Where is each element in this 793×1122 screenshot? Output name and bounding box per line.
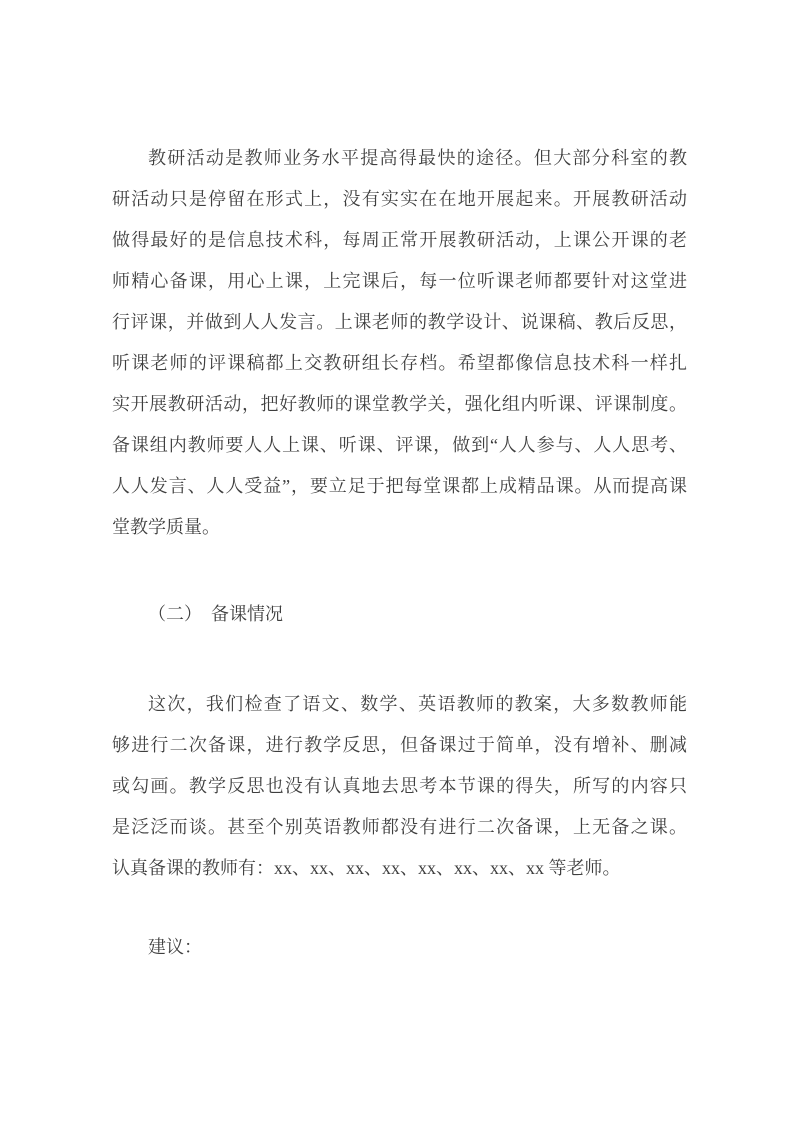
text-line: 够进行二次备课，进行教学反思，但备课过于简单，没有增补、删减	[112, 735, 687, 755]
text-line: 师精心备课，用心上课，上完课后，每一位听课老师都要针对这堂进	[112, 271, 687, 291]
text-line: 认真备课的教师有：xx、xx、xx、xx、xx、xx、xx、xx 等老师。	[112, 858, 621, 878]
paragraph-teaching-research	[112, 138, 687, 548]
text-line: 做得最好的是信息技术科，每周正常开展教研活动，上课公开课的老	[112, 230, 687, 250]
text-line: 备课组内教师要人人上课、听课、评课，做到“人人参与、人人思考、	[112, 435, 687, 455]
paragraph-lesson-prep-check	[112, 684, 687, 889]
text-line: 或勾画。教学反思也没有认真地去思考本节课的得失，所写的内容只	[112, 776, 687, 796]
section-heading-lesson-prep: （二） 备课情况	[148, 604, 283, 624]
text-line: 堂教学质量。	[112, 517, 220, 537]
text-line: 研活动只是停留在形式上，没有实实在在地开展起来。开展教研活动	[112, 189, 687, 209]
text-line: 听课老师的评课稿都上交教研组长存档。希望都像信息技术科一样扎	[112, 353, 687, 373]
text-line: 人人发言、人人受益”，要立足于把每堂课都上成精品课。从而提高课	[112, 476, 687, 496]
suggestion-label: 建议：	[148, 937, 202, 957]
text-line: 行评课，并做到人人发言。上课老师的教学设计、说课稿、教后反思，	[112, 312, 687, 332]
text-line: 是泛泛而谈。甚至个别英语教师都没有进行二次备课，上无备之课。	[112, 817, 687, 837]
text-line: 教研活动是教师业务水平提高得最快的途径。但大部分科室的教	[148, 148, 687, 168]
text-line: 这次，我们检查了语文、数学、英语教师的教案，大多数教师能	[148, 694, 687, 714]
text-line: 实开展教研活动，把好教师的课堂教学关，强化组内听课、评课制度。	[112, 394, 687, 414]
